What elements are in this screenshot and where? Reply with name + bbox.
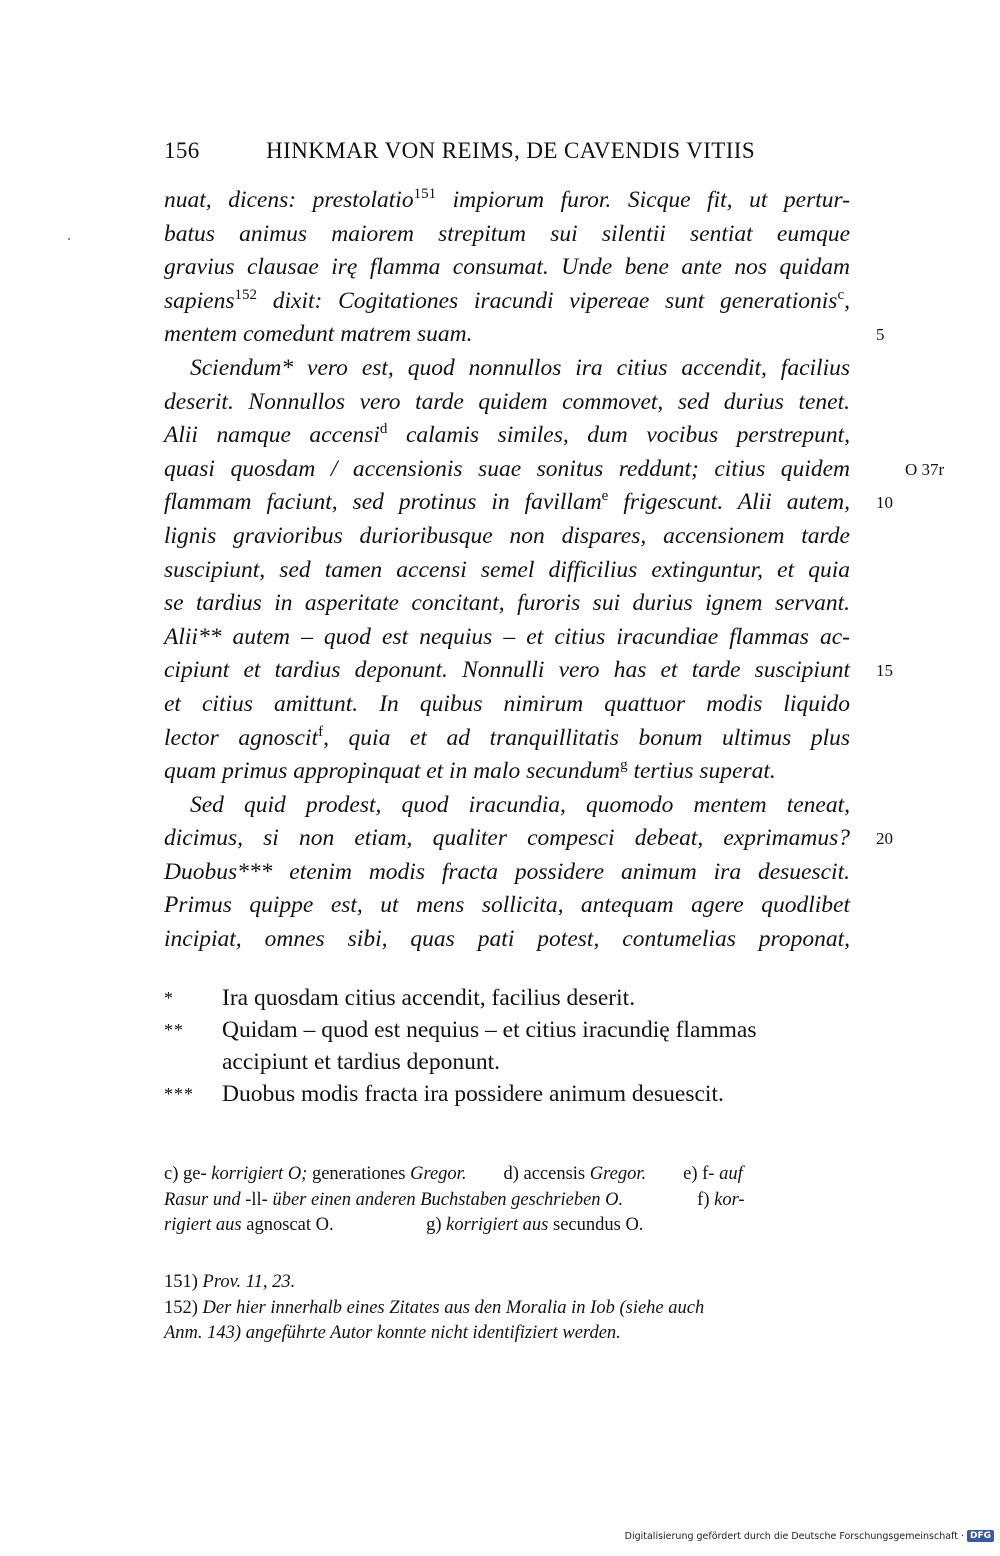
text-line <box>164 923 850 957</box>
credit-text: Digitalisierung gefördert durch die Deutsche Forschungsgemeinschaft · <box>624 1530 964 1542</box>
text-segment: calamis similes, dum vocibus perstrepunt, <box>387 422 851 449</box>
text-line <box>164 419 850 453</box>
text-segment: e) f- <box>646 1164 720 1184</box>
footnotes <box>164 1270 854 1347</box>
text-segment: , quia et ad tranquillitatis bonum ultimus plus <box>323 724 850 751</box>
text-segment: incipiat, omnes sibi, quas pati potest, contumelias proponat, <box>164 926 850 953</box>
text-segment: tertius superat. <box>627 758 776 785</box>
text-line <box>164 486 850 520</box>
text-segment: generationes <box>307 1164 411 1184</box>
text-segment: agnoscat O. g) <box>241 1215 447 1235</box>
text-segment: Duobus*** etenim modis fracta possidere animum ira desuescit. <box>164 858 850 885</box>
text-segment: 151) <box>164 1272 203 1292</box>
line-number: 5 <box>876 325 885 345</box>
text-segment: quam primus appropinquat et in malo secundum <box>164 758 621 785</box>
italic-text: rigiert aus <box>164 1215 242 1235</box>
text-line <box>164 453 850 487</box>
text-line <box>164 621 850 655</box>
text-line <box>164 587 850 621</box>
folio-reference: O 37r <box>905 459 945 479</box>
text-line <box>164 184 850 218</box>
italic-text: kor- <box>714 1189 745 1210</box>
note-line: Duobus modis fracta ira possidere animum desuescit. <box>222 1081 724 1107</box>
scan-speck <box>68 238 70 240</box>
italic-text: Der hier innerhalb eines Zitates aus den Moralia in Iob (siehe auch <box>202 1297 705 1318</box>
marginal-notes <box>164 982 854 1110</box>
critical-apparatus <box>164 1162 854 1239</box>
dfg-logo: DFG <box>967 1530 994 1542</box>
note-text <box>222 1078 854 1110</box>
text-segment: mentem comedunt matrem suam. <box>164 321 473 348</box>
text-segment: dicimus, si non etiam, qualiter compesci debeat, exprimamus? <box>164 825 850 852</box>
footnote-marker: d <box>379 421 388 438</box>
text-segment: flammam faciunt, sed protinus in favillam <box>164 489 602 516</box>
text-line <box>164 822 850 856</box>
text-line <box>164 688 850 722</box>
text-segment: sapiens <box>164 287 235 314</box>
footnote-marker: e <box>601 488 609 505</box>
note-line: accipiunt et tardius deponunt. <box>222 1049 501 1075</box>
marginal-note <box>164 1078 854 1110</box>
marginal-note <box>164 1014 854 1078</box>
text-line <box>164 654 850 688</box>
digitization-credit <box>625 1530 994 1542</box>
text-line <box>164 722 850 756</box>
footnote-marker: c <box>837 286 845 303</box>
text-segment: frigescunt. Alii autem, <box>608 489 851 516</box>
text-line <box>164 318 850 352</box>
italic-text: korrigiert aus <box>446 1215 549 1235</box>
text-line <box>164 386 850 420</box>
text-segment: dixit: Cogitationes iracundi vipereae sunt generationis <box>257 287 838 314</box>
text-segment: 152) <box>164 1297 203 1318</box>
italic-text: Rasur und <box>164 1189 241 1210</box>
text-segment: f) <box>623 1189 715 1210</box>
text-line <box>164 352 850 386</box>
italic-text: Prov. 11, 23. <box>202 1272 296 1292</box>
line-number: 20 <box>876 829 893 849</box>
text-line <box>164 755 850 789</box>
text-line <box>164 285 850 319</box>
text-segment: batus animus maiorem strepitum sui silentii sentiat eumque <box>164 220 850 247</box>
apparatus-line <box>164 1188 854 1214</box>
text-segment: nuat, dicens: prestolatio <box>164 187 414 213</box>
text-segment: se tardius in asperitate concitant, furoris sui durius ignem servant. <box>164 590 850 617</box>
running-title: HINKMAR VON REIMS, DE CAVENDIS VITIIS <box>266 138 756 163</box>
running-header <box>164 138 755 164</box>
main-text <box>164 184 850 957</box>
note-marker: *** <box>164 1084 194 1104</box>
text-segment: Alii namque accensi <box>164 422 380 449</box>
text-line <box>164 554 850 588</box>
text-segment: d) accensis <box>466 1164 590 1184</box>
text-segment: , <box>844 287 850 314</box>
text-segment: cipiunt et tardius deponunt. Nonnulli vero has et tarde suscipiunt <box>164 657 850 684</box>
note-text <box>222 982 854 1014</box>
text-segment: lector agnoscit <box>164 724 319 751</box>
footnote-line <box>164 1296 854 1322</box>
text-line <box>164 789 850 823</box>
italic-text: korrigiert O; <box>211 1164 308 1184</box>
text-segment: impiorum furor. Sicque fit, ut pertur- <box>436 187 850 213</box>
note-marker: * <box>164 988 174 1008</box>
text-line <box>164 889 850 923</box>
text-segment: Sciendum* vero est, quod nonnullos ira citius accendit, facilius <box>190 354 850 381</box>
footnote-marker: g <box>620 757 628 774</box>
italic-text: Gregor. <box>589 1164 647 1184</box>
text-segment: Primus quippe est, ut mens sollicita, antequam agere quodlibet <box>164 892 850 919</box>
text-line <box>164 520 850 554</box>
text-segment: suscipiunt, sed tamen accensi semel difficilius extinguntur, et quia <box>164 556 850 583</box>
text-segment: c) ge- <box>164 1164 212 1184</box>
italic-text: über einen anderen Buchstaben geschrieben O. <box>272 1189 624 1210</box>
text-segment: gravius clausae irę flamma consumat. Unde bene ante nos quidam <box>164 254 850 281</box>
marginal-note <box>164 982 854 1014</box>
line-number: 15 <box>876 661 893 681</box>
text-line <box>164 856 850 890</box>
text-segment: secundus O. <box>548 1215 644 1235</box>
text-segment: Sed quid prodest, quod iracundia, quomodo mentem teneat, <box>190 791 850 818</box>
text-segment: Alii** autem – quod est nequius – et citius iracundiae flammas ac- <box>164 623 850 650</box>
footnote-line <box>164 1270 854 1296</box>
text-segment: lignis gravioribus durioribusque non dispares, accensionem tarde <box>164 522 850 549</box>
text-segment: -ll- <box>240 1189 273 1210</box>
apparatus-line <box>164 1213 854 1239</box>
note-text <box>222 1014 854 1078</box>
footnote-marker: 151 <box>413 186 437 202</box>
text-segment: quasi quosdam / accensionis suae sonitus reddunt; citius quidem <box>164 455 850 482</box>
note-line: Ira quosdam citius accendit, facilius deserit. <box>222 985 636 1011</box>
italic-text: Anm. 143) angeführte Autor konnte nicht identifiziert werden. <box>164 1323 621 1343</box>
footnote-line <box>164 1321 854 1347</box>
italic-text: Gregor. <box>410 1164 467 1184</box>
italic-text: auf <box>719 1164 743 1184</box>
apparatus-line <box>164 1162 854 1188</box>
text-line <box>164 251 850 285</box>
note-line: Quidam – quod est nequius – et citius iracundię flammas <box>222 1017 757 1043</box>
note-marker: ** <box>164 1020 184 1040</box>
footnote-marker: 152 <box>234 286 257 303</box>
text-segment: et citius amittunt. In quibus nimirum quattuor modis liquido <box>164 690 850 717</box>
text-line <box>164 218 850 252</box>
page-number: 156 <box>164 138 200 163</box>
text-segment: deserit. Nonnullos vero tarde quidem commovet, sed durius tenet. <box>164 388 850 415</box>
line-number: 10 <box>876 493 893 513</box>
footnote-marker: f <box>318 723 324 740</box>
